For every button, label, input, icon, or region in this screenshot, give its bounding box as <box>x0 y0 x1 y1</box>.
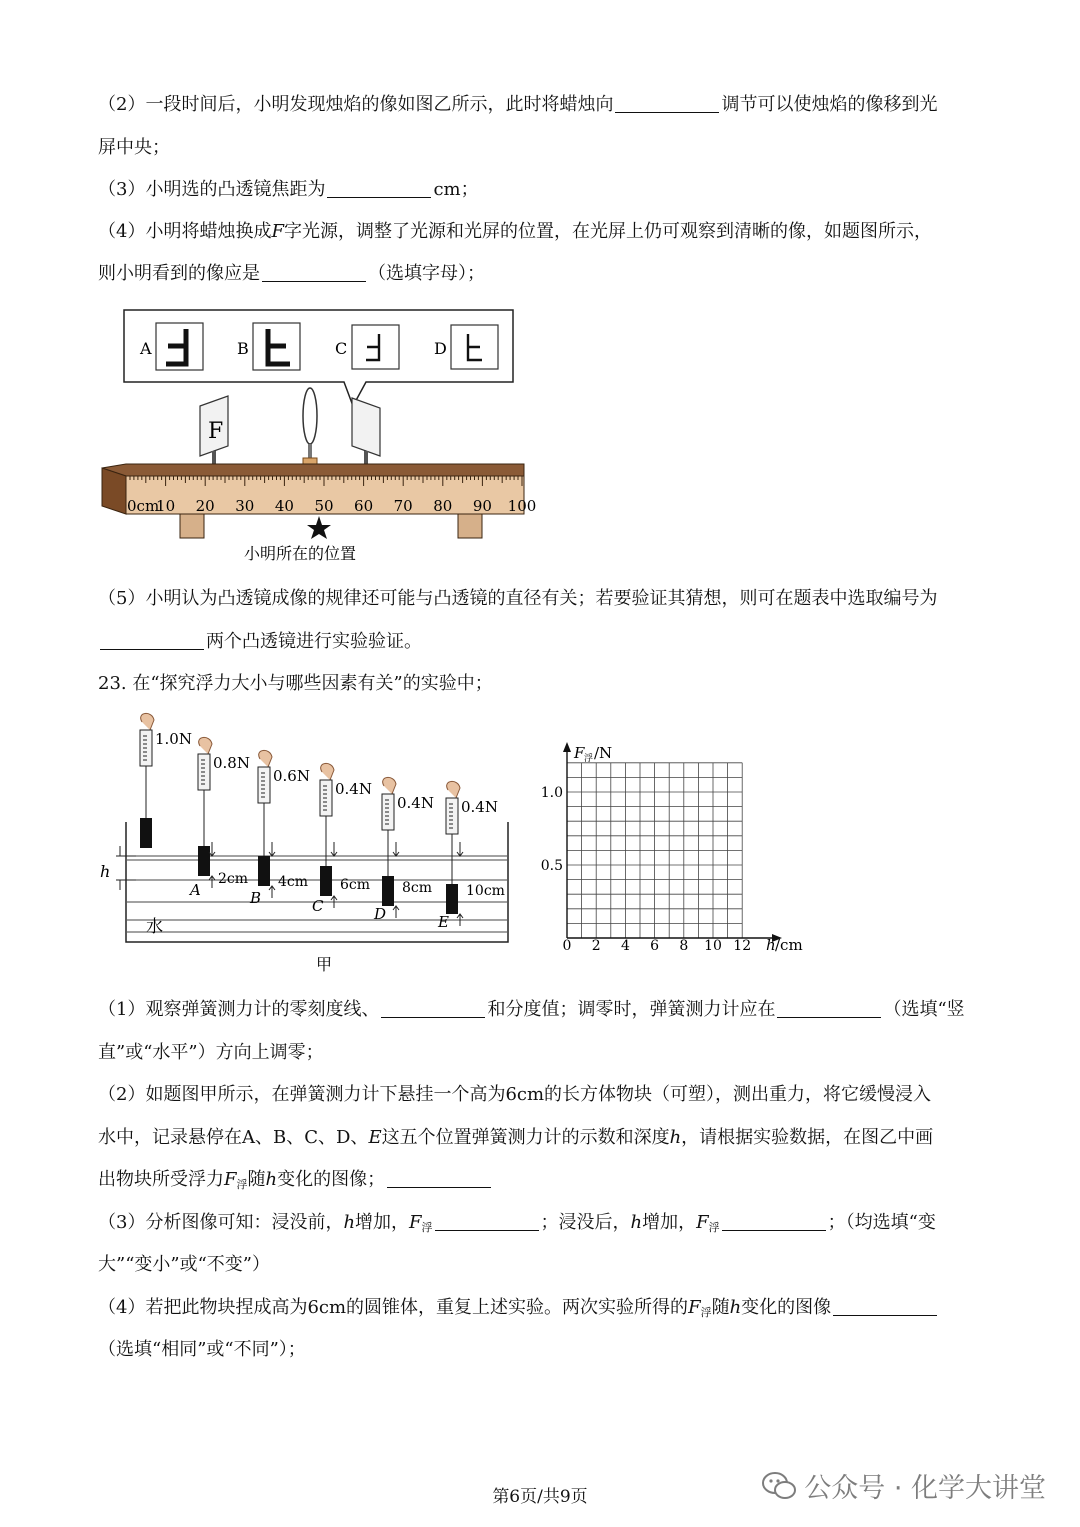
buoyancy-graph <box>530 738 820 958</box>
spring-scale <box>140 713 192 848</box>
watermark-text: 公众号 · 化学大讲堂 <box>804 1473 1046 1504</box>
position-label: C <box>312 897 324 915</box>
scale-reading: 0.6N <box>273 767 310 785</box>
q23-part2-text-c: 这五个位置弹簧测力计的示数和深度 <box>381 1127 670 1148</box>
depth-label: 6cm <box>340 877 371 893</box>
x-tick-label: 4 <box>620 938 630 954</box>
spring-scale <box>312 763 372 915</box>
q23-part3-f: F <box>409 1212 422 1233</box>
q23-part2-text-d: ，请根据实验数据，在图乙中画 <box>681 1127 934 1148</box>
q23-part2-line2 <box>98 1125 933 1151</box>
q23-part4-line2 <box>98 1337 306 1363</box>
q23-title-text: 23. 在“探究浮力大小与哪些因素有关”的实验中； <box>98 673 493 694</box>
option-a-label[interactable]: A <box>140 339 152 358</box>
position-label: B <box>250 889 262 907</box>
q23-part3-line1 <box>98 1210 936 1241</box>
q23-part3-text-c: ；浸没后， <box>540 1212 631 1233</box>
wechat-icon <box>762 1471 796 1501</box>
x-tick-label: 8 <box>679 938 689 954</box>
q23-part2-h: h <box>669 1127 682 1148</box>
q23-part1-line1 <box>98 997 965 1023</box>
ruler-unit-label: 0cm <box>127 497 160 515</box>
depth-label: 8cm <box>402 880 433 896</box>
spring-scale <box>249 750 310 907</box>
q23-part3-f2: F <box>696 1212 709 1233</box>
q23-part2-h2: h <box>265 1169 278 1190</box>
ruler-tick-label: 10 <box>156 497 176 515</box>
position-label: A <box>190 881 201 899</box>
q23-part1-blank2[interactable] <box>777 999 881 1018</box>
q22-part3-line <box>98 177 479 203</box>
x-tick-label: 2 <box>591 938 601 954</box>
q23-part4-line1 <box>98 1295 939 1326</box>
convex-lens-icon <box>290 388 330 474</box>
q23-part2-line3 <box>98 1167 493 1198</box>
q22-part2-blank[interactable] <box>615 94 719 113</box>
q23-part3-text-d: 增加， <box>642 1212 697 1233</box>
q23-part4-text: （4）若把此物块捏成高为6cm的圆锥体，重复上述实验。两次实验所得的 <box>98 1297 689 1318</box>
position-label: D <box>374 905 387 923</box>
water-label: 水 <box>146 917 163 937</box>
q23-part3-text-e: ；（均选填“变 <box>827 1212 936 1233</box>
q22-part2-text-b: 调节可以使烛焰的像移到光 <box>721 94 938 115</box>
option-d-label[interactable]: D <box>434 339 447 358</box>
q22-part4-line1 <box>98 219 932 245</box>
q22-part4-line2 <box>98 261 485 287</box>
depth-label: 10cm <box>466 883 505 899</box>
q23-part1-blank1[interactable] <box>381 999 485 1018</box>
source-letter: F <box>208 419 224 444</box>
q23-part1-text-c: （选填“竖 <box>883 999 965 1020</box>
option-b-label[interactable]: B <box>237 339 249 358</box>
q23-part3-h: h <box>343 1212 356 1233</box>
q23-part2-line1 <box>98 1082 931 1108</box>
water-tank <box>126 822 508 942</box>
lens-bench-figure <box>96 306 537 568</box>
q22-part3-blank[interactable] <box>327 179 431 198</box>
q23-part4-text-b: 随 <box>711 1297 730 1318</box>
option-a-image-icon <box>156 323 203 370</box>
scale-reading: 0.4N <box>461 798 498 816</box>
q22-part2-text-c: 屏中央； <box>98 137 170 158</box>
option-c-image-icon <box>352 325 399 369</box>
q23-part3-text-b: 增加， <box>355 1212 410 1233</box>
q23-part2-text: （2）如题图甲所示，在弹簧测力计下悬挂一个高为6cm的长方体物块（可塑），测出重力，将它缓慢浸入 <box>98 1084 932 1105</box>
q22-part4-text-b: 字光源，调整了光源和光屏的位置，在光屏上仍可观察到清晰的像，如题图所示， <box>283 221 932 242</box>
star-icon <box>307 516 331 539</box>
q22-part4-text-c: 则小明看到的像应是 <box>98 263 260 284</box>
position-caption: 小明所在的位置 <box>244 544 357 563</box>
q23-part2-text-b: 水中，记录悬停在A、B、C、D、 <box>98 1127 369 1148</box>
scale-reading: 0.4N <box>397 794 434 812</box>
q22-part5-text: （5）小明认为凸透镜成像的规律还可能与凸透镜的直径有关；若要验证其猜想，则可在题表中选取编号为 <box>98 588 938 609</box>
q23-title <box>98 671 493 697</box>
q23-part4-f: F <box>688 1297 701 1318</box>
q23-part2-blank[interactable] <box>387 1169 491 1188</box>
q23-part4-text-d: （选填“相同”或“不同”）； <box>98 1339 306 1360</box>
q23-part1-text-b: 和分度值；调零时，弹簧测力计应在 <box>487 999 776 1020</box>
scale-reading: 0.8N <box>213 754 250 772</box>
scale-reading: 0.4N <box>335 780 372 798</box>
x-tick-label: 6 <box>650 938 660 954</box>
q23-part2-f: F <box>224 1169 237 1190</box>
q23-part2-text-f: 随 <box>247 1169 266 1190</box>
q22-part2-line2 <box>98 135 170 161</box>
ruler-tick-label: 100 <box>507 497 537 515</box>
x-tick-label: 10 <box>704 938 722 954</box>
q23-part2-text-e: 出物块所受浮力 <box>98 1169 224 1190</box>
q22-part4-text: （4）小明将蜡烛换成 <box>98 221 272 242</box>
q22-part3-unit: cm； <box>433 179 479 200</box>
h-label: h <box>100 862 111 881</box>
y-axis-unit: /N <box>594 744 613 762</box>
y-tick-label: 0.5 <box>540 858 563 874</box>
ruler-tick-label: 70 <box>393 497 413 515</box>
option-d-image-icon <box>451 325 498 369</box>
q23-part2-e: E <box>368 1127 382 1148</box>
q23-part4-h: h <box>729 1297 742 1318</box>
y-tick-label: 1.0 <box>540 785 563 801</box>
x-tick-label: 0 <box>562 938 572 954</box>
q23-part2-sub: 浮 <box>236 1178 248 1191</box>
x-axis-unit: /cm <box>775 936 803 954</box>
q22-part4-f-symbol: F <box>271 221 284 242</box>
q22-part3-text: （3）小明选的凸透镜焦距为 <box>98 179 326 200</box>
ruler-tick-label: 20 <box>195 497 215 515</box>
x-axis-h: h <box>766 936 776 954</box>
light-screen <box>346 398 388 474</box>
q23-part4-blank[interactable] <box>833 1297 937 1316</box>
scale-reading: 1.0N <box>155 730 192 748</box>
q23-part1-line2 <box>98 1040 324 1066</box>
ruler-tick-label: 60 <box>354 497 374 515</box>
q23-part2-text-g: 变化的图像； <box>277 1169 386 1190</box>
q23-part4-text-c: 变化的图像 <box>741 1297 832 1318</box>
q23-part3-blank2[interactable] <box>722 1212 826 1231</box>
q23-part3-text: （3）分析图像可知：浸没前， <box>98 1212 344 1233</box>
figure-jia-caption: 甲 <box>316 955 333 974</box>
depth-label: 4cm <box>278 874 309 890</box>
buoyancy-experiment-figure <box>96 712 526 982</box>
q22-part5-text-b: 两个凸透镜进行实验验证。 <box>206 631 422 652</box>
q23-part3-line2 <box>98 1252 270 1278</box>
q23-part3-h2: h <box>630 1212 643 1233</box>
q22-part5-line2 <box>98 629 422 655</box>
ruler-tick-label: 50 <box>314 497 334 515</box>
option-b-image-icon <box>253 323 300 370</box>
page-footer: 第6页/共9页 <box>492 1487 588 1507</box>
f-light-source <box>196 396 236 474</box>
q22-part4-blank[interactable] <box>262 263 366 282</box>
watermark <box>762 1466 1046 1505</box>
q23-part1-text-d: 直”或“水平”）方向上调零； <box>98 1042 324 1063</box>
q23-part3-sub: 浮 <box>421 1221 433 1234</box>
q22-part2-line1 <box>98 92 937 118</box>
q23-part3-text-f: 大”“变小”或“不变”） <box>98 1254 271 1275</box>
position-label: E <box>438 913 449 931</box>
ruler-tick-label: 80 <box>433 497 453 515</box>
depth-label: 2cm <box>218 871 249 887</box>
q23-part1-text: （1）观察弹簧测力计的零刻度线、 <box>98 999 380 1020</box>
q23-part4-sub: 浮 <box>700 1306 712 1319</box>
y-axis-sub: 浮 <box>584 754 594 764</box>
x-tick-label: 12 <box>733 938 752 954</box>
y-axis-f: F <box>574 744 585 762</box>
q23-part3-blank1[interactable] <box>435 1212 539 1231</box>
q22-part5-blank[interactable] <box>100 631 204 650</box>
q23-part3-sub2: 浮 <box>708 1221 720 1234</box>
option-c-label[interactable]: C <box>335 339 348 358</box>
q22-part4-text-d: （选填字母）； <box>368 263 485 284</box>
ruler-tick-label: 90 <box>472 497 492 515</box>
ruler-tick-label: 40 <box>274 497 294 515</box>
q22-part2-text: （2）一段时间后，小明发现烛焰的像如图乙所示，此时将蜡烛向 <box>98 94 614 115</box>
q22-part5-line1 <box>98 586 937 612</box>
ruler-tick-label: 30 <box>235 497 255 515</box>
